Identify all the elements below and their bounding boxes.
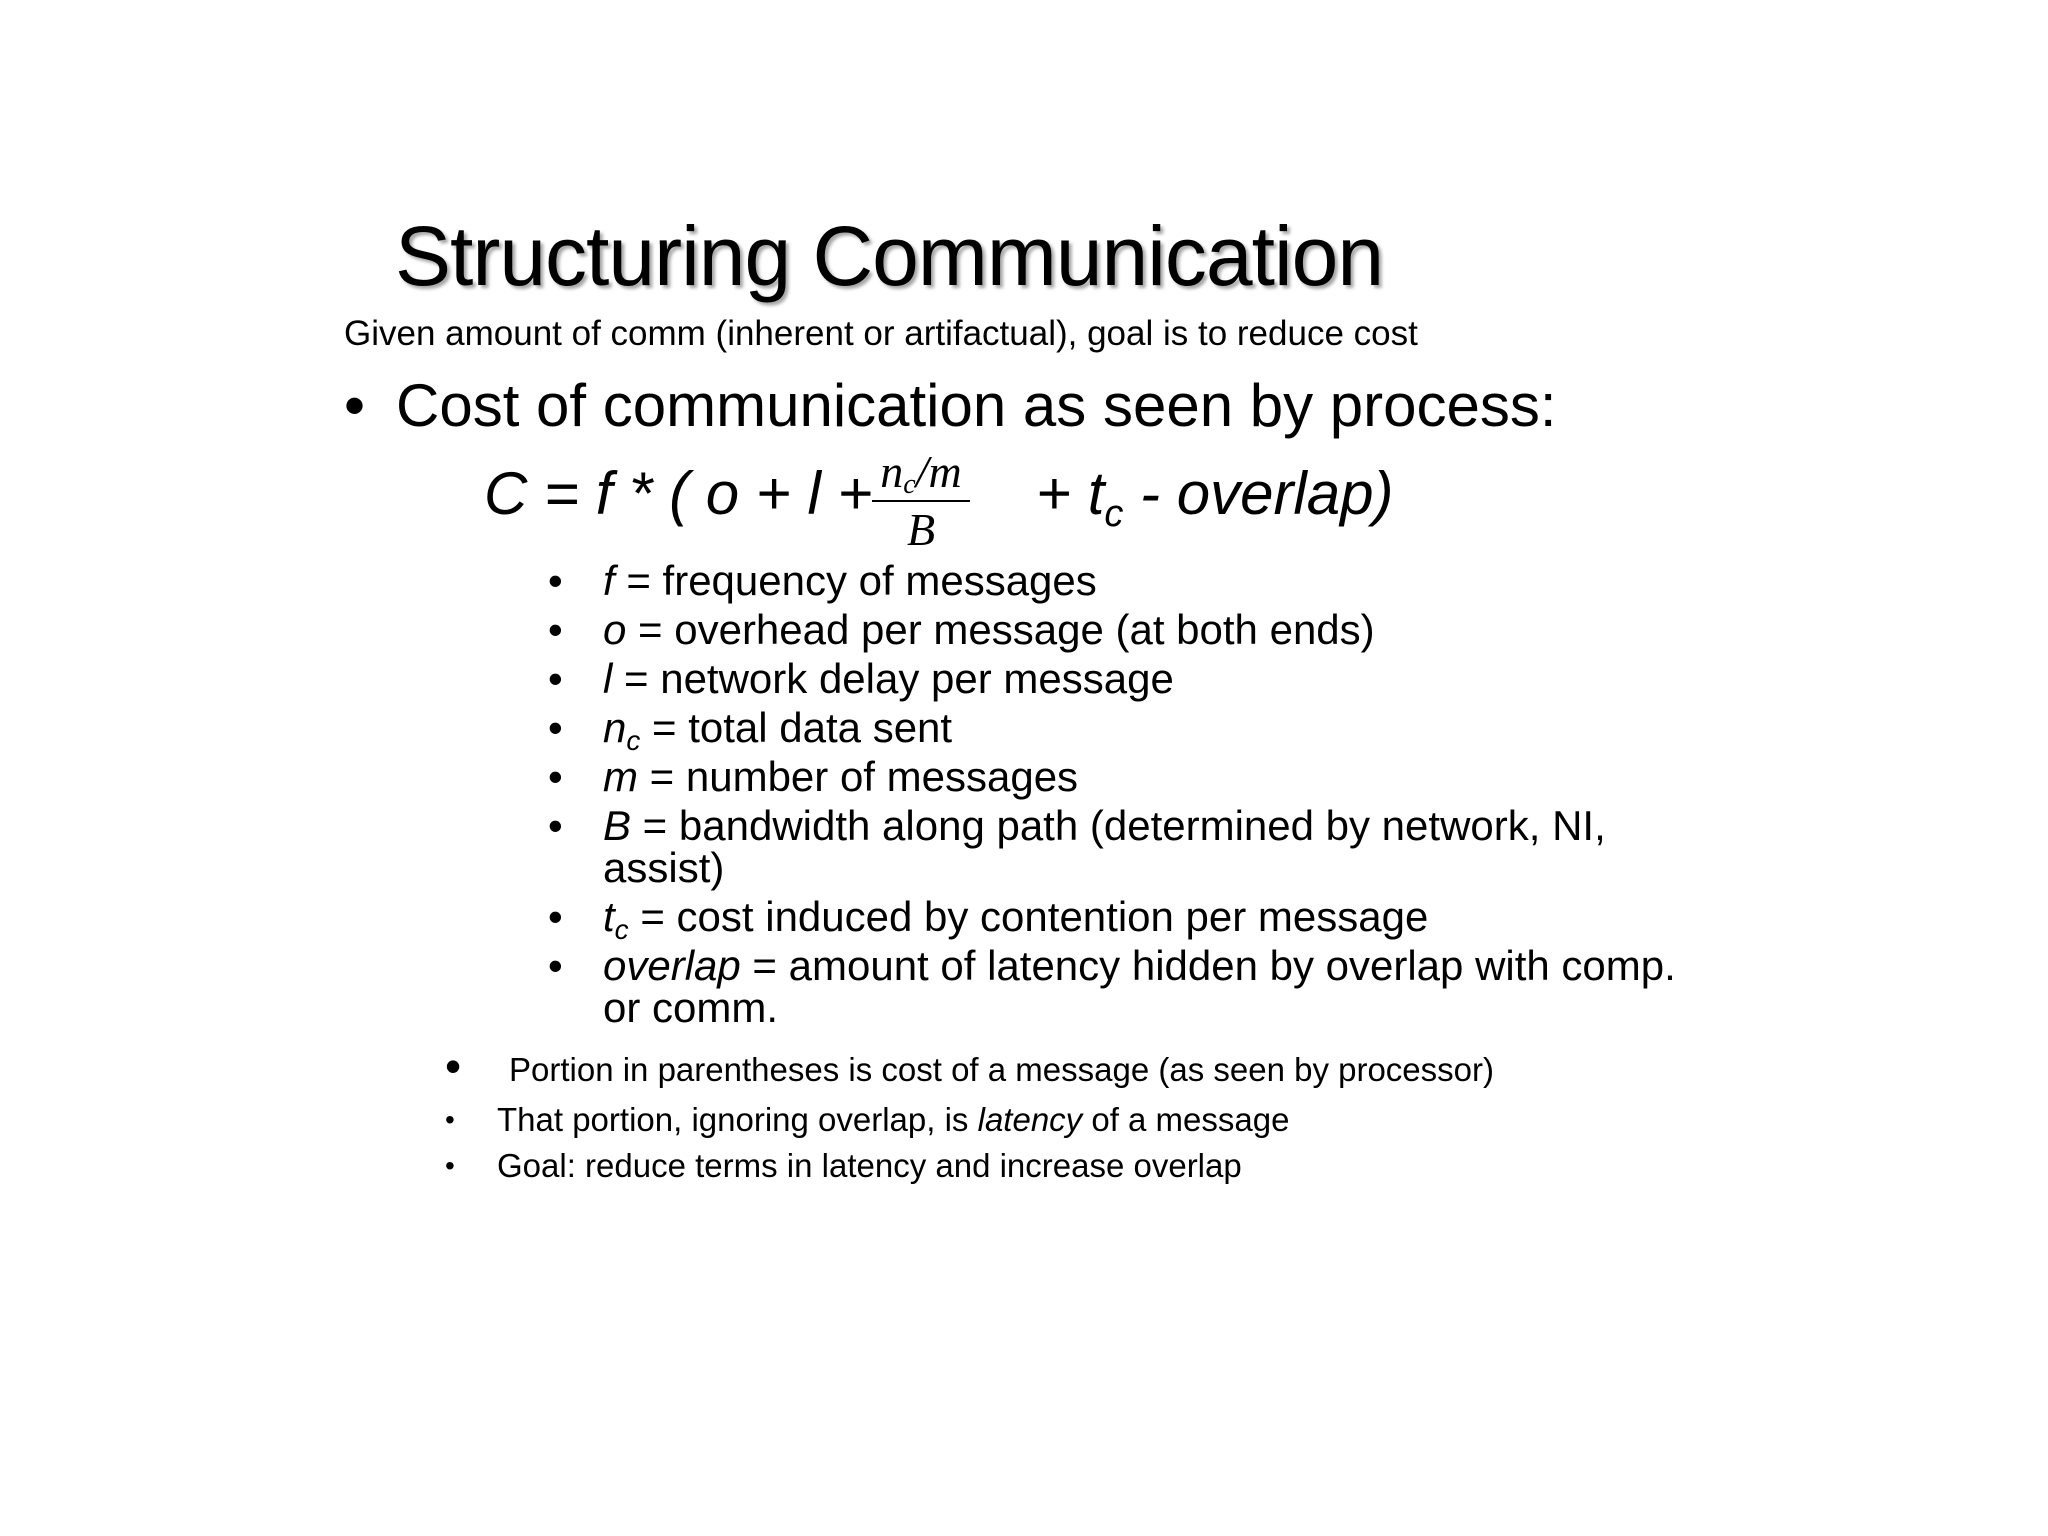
def-symbol: o xyxy=(603,606,627,653)
definition-item xyxy=(548,802,1848,891)
bullet-glyph: • xyxy=(445,1150,455,1181)
def-symbol: l xyxy=(603,655,613,702)
definition-item xyxy=(548,606,1848,653)
notes-list xyxy=(445,1040,1494,1188)
numerator-n: n xyxy=(880,446,904,497)
def-symbol: n xyxy=(603,704,627,751)
def-symbol: t xyxy=(603,893,615,940)
note-item xyxy=(445,1144,1494,1188)
note-text-end: of a message xyxy=(1082,1101,1290,1138)
def-text: = amount of latency hidden by overlap with comp. xyxy=(740,942,1676,989)
def-text: = overhead per message (at both ends) xyxy=(626,606,1375,653)
main-bullet xyxy=(344,370,1557,442)
numerator-sub: c xyxy=(903,469,916,500)
definition-item xyxy=(548,893,1848,945)
def-symbol: f xyxy=(603,557,615,604)
definition-list xyxy=(548,557,1848,1036)
formula-lead-text: C = f * ( o + l + xyxy=(484,460,873,527)
main-bullet-text: Cost of communication as seen by process: xyxy=(396,372,1557,439)
def-text: = network delay per message xyxy=(612,655,1174,702)
cost-formula-tail xyxy=(1036,458,1394,535)
formula-fraction xyxy=(866,446,976,558)
formula-tail-sub: c xyxy=(1104,493,1124,535)
note-item xyxy=(445,1098,1494,1142)
note-text: Portion in parentheses is cost of a message (as seen by processor) xyxy=(509,1051,1494,1088)
numerator-rest: /m xyxy=(915,446,962,497)
note-text: That portion, ignoring overlap, is xyxy=(497,1101,978,1138)
fraction-denominator: B xyxy=(906,504,936,555)
def-subscript: c xyxy=(626,725,641,756)
formula-tail-t: + t xyxy=(1036,460,1105,527)
bullet-glyph: • xyxy=(445,1104,455,1135)
def-symbol: m xyxy=(603,753,638,800)
cost-formula-lead xyxy=(484,458,873,530)
def-text: = bandwidth along path (determined by network, NI, xyxy=(631,802,1606,849)
bullet-glyph: • xyxy=(344,372,366,439)
def-text: = frequency of messages xyxy=(614,557,1097,604)
def-text: = total data sent xyxy=(640,704,953,751)
definition-item xyxy=(548,557,1848,604)
def-text: = cost induced by contention per message xyxy=(628,893,1429,940)
def-text-continued: or comm. xyxy=(603,984,779,1031)
def-text: = number of messages xyxy=(638,753,1079,800)
def-subscript: c xyxy=(614,914,629,945)
fraction-numerator xyxy=(866,446,976,498)
note-emphasis: latency xyxy=(977,1101,1083,1138)
def-symbol: overlap xyxy=(603,942,741,989)
note-item xyxy=(445,1040,1494,1092)
definition-item xyxy=(548,942,1848,1031)
note-text: Goal: reduce terms in latency and increase overlap xyxy=(497,1147,1242,1184)
slide-subtitle: Given amount of comm (inherent or artifactual), goal is to reduce cost xyxy=(344,314,1418,353)
definition-item xyxy=(548,655,1848,702)
bullet-glyph: • xyxy=(445,1040,462,1092)
slide-title: Structuring Communication xyxy=(395,209,1384,303)
definition-item xyxy=(548,704,1848,756)
def-symbol: B xyxy=(603,802,632,849)
formula-tail-rest: - overlap) xyxy=(1123,460,1394,527)
def-text-continued: assist) xyxy=(603,844,725,891)
definition-item xyxy=(548,753,1848,800)
